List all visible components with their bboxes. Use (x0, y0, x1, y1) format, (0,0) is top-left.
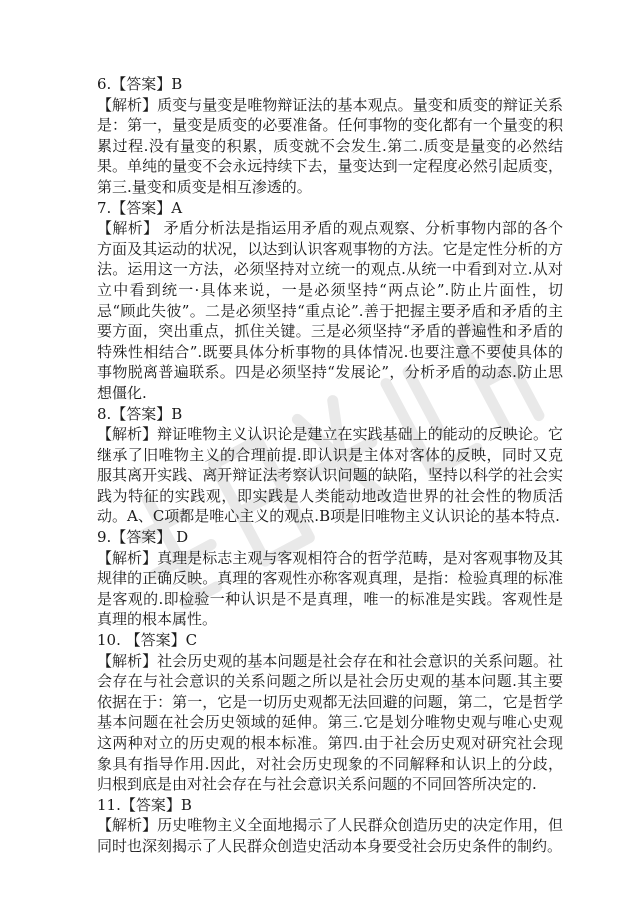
answer-9: 9.【答案】 D (97, 528, 189, 547)
answer-document (97, 74, 563, 857)
analysis-7: 【解析】 矛盾分析法是指运用矛盾的观点观察、分析事物内部的各个方面及其运动的状况，以达到认识客观事物的方法。它是定性分析的方法。运用这一方法，必须坚持对立统一的观点.从统一中看到对立.从对立中看到统一·具体来说，一是必须坚持“两点论”.防止片面性，切忌“顾此失彼”。二是必须坚持“重点论”.善于把握主要矛盾和矛盾的主要方面，突出重点，抓住关键。三是必须坚持“矛盾的普遍性和矛盾的特殊性相结合”.既要具体分析事物的具体情况.也要注意不要使具体的事物脱离普遍联系。四是必须坚持“发展论”，分析矛盾的动态.防止思想僵化. (97, 219, 563, 402)
analysis-11: 【解析】历史唯物主义全面地揭示了人民群众创造历史的决定作用，但同时也深刻揭示了人民群众创造史活动本身要受社会历史条件的制约。 (97, 816, 563, 855)
answer-11: 11.【答案】B (97, 795, 192, 814)
analysis-9: 【解析】真理是标志主观与客观相符合的哲学范畴，是对客观事物及其规律的正确反映。真理的客观性亦称客观真理，是指：检验真理的标准是客观的.即检验一种认识是不是真理，唯一的标准是实践。客观性是真理的根本属性。 (97, 548, 563, 629)
answer-8: 8.【答案】B (97, 404, 183, 423)
answer-7: 7.【答案】A (97, 198, 183, 217)
analysis-8: 【解析】辩证唯物主义认识论是建立在实践基础上的能动的反映论。它继承了旧唯物主义的合理前提.即认识是主体对客体的反映，同时又克服其离开实践、离开辩证法考察认识问题的缺陷，坚持以科学的社会实践为特征的实践观，即实践是人类能动地改造世界的社会性的物质活动。A、C项都是唯心主义的观点.B项是旧唯物主义认识论的基本特点. (97, 425, 563, 526)
analysis-6: 【解析】质变与量变是唯物辩证法的基本观点。量变和质变的辩证关系是：第一，量变是质变的必要准备。任何事物的变化都有一个量变的积累过程.没有量变的积累，质变就不会发生.第二.质变是量变的必然结果。单纯的量变不会永远持续下去，量变达到一定程度必然引起质变，第三.量变和质变是相互渗透的。 (97, 95, 563, 196)
answer-10: 10. 【答案】C (97, 631, 198, 650)
answer-6: 6.【答案】B (97, 75, 183, 93)
analysis-10: 【解析】社会历史观的基本问题是社会存在和社会意识的关系问题。社会存在与社会意识的关系问题之所以是社会历史观的基本问题.其主要依据在于：第一，它是一切历史观都无法回避的问题，第二，它是哲学基本问题在社会历史领域的延伸。第三.它是划分唯物史观与唯心史观这两种对立的历史观的根本标准。第四.由于社会历史观对研究社会现象具有指导作用.因此，对社会历史现象的不同解释和认识上的分歧，归根到底是由对社会存在与社会意识关系问题的不同回答所决定的. (97, 651, 563, 794)
